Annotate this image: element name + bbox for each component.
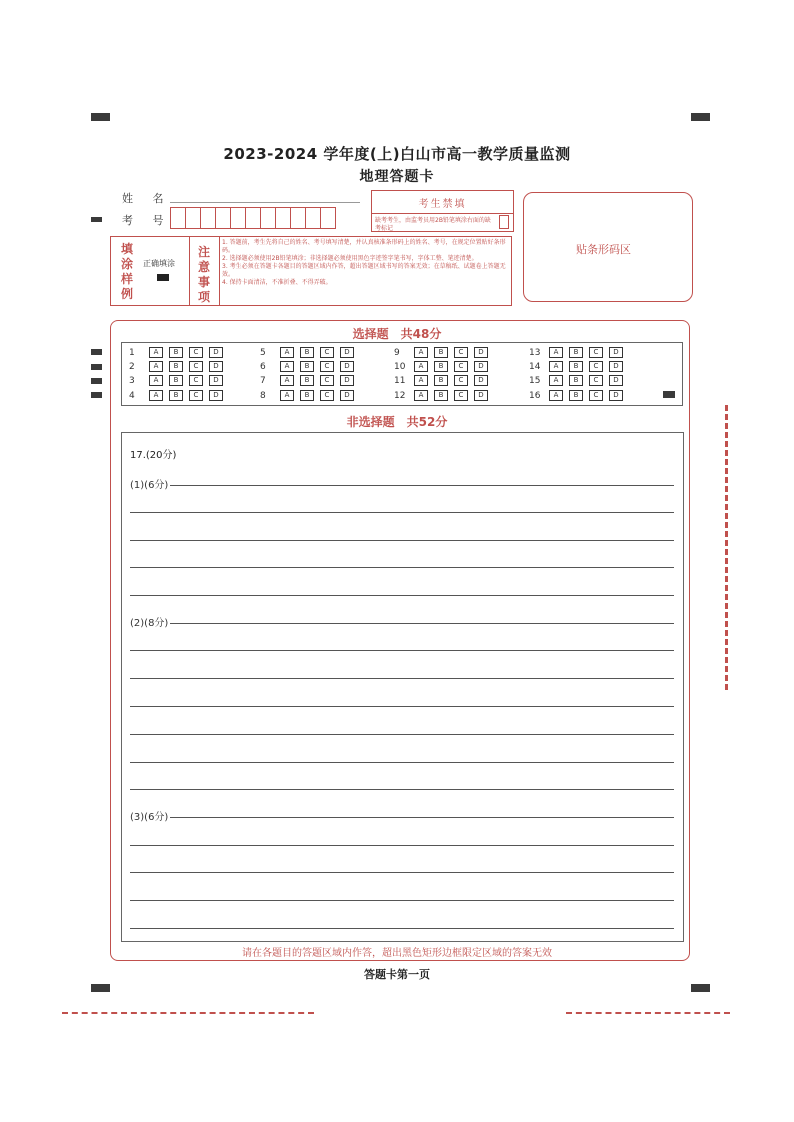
option-bubble[interactable]: B	[434, 347, 448, 358]
option-bubble[interactable]: A	[280, 347, 294, 358]
answer-line[interactable]	[130, 900, 674, 901]
answer-line[interactable]	[130, 485, 674, 486]
choice-question	[394, 347, 494, 359]
choice-question	[129, 347, 229, 359]
option-bubble[interactable]: B	[434, 361, 448, 372]
option-bubble[interactable]: D	[340, 390, 354, 401]
option-bubble[interactable]: C	[320, 390, 334, 401]
note-item: 2. 选择题必须使用2B铅笔填涂；非选择题必须使用黑色字迹签字笔书写，字体工整、笔迹清楚。	[222, 255, 478, 262]
id-digit-cell[interactable]	[185, 207, 201, 229]
question-number: 5	[260, 348, 266, 358]
answer-line[interactable]	[130, 817, 674, 818]
option-bubble[interactable]: D	[609, 347, 623, 358]
name-field[interactable]	[170, 202, 360, 203]
registration-mark-id	[91, 217, 102, 222]
option-bubble[interactable]: D	[340, 375, 354, 386]
question-number: 12	[394, 391, 406, 401]
cut-line-right	[725, 405, 728, 690]
id-digit-cell[interactable]	[320, 207, 336, 229]
option-bubble[interactable]: A	[414, 390, 428, 401]
option-bubble[interactable]: A	[549, 375, 563, 386]
question-number: 10	[394, 362, 406, 372]
option-bubble[interactable]: A	[549, 390, 563, 401]
option-bubble[interactable]: A	[149, 347, 163, 358]
question-number: 2	[129, 362, 135, 372]
question-number: 8	[260, 391, 266, 401]
question-number: 4	[129, 391, 135, 401]
option-bubble[interactable]: B	[569, 375, 583, 386]
option-bubble[interactable]: A	[149, 390, 163, 401]
option-bubble[interactable]: B	[169, 390, 183, 401]
option-bubble[interactable]: A	[280, 361, 294, 372]
correct-fill-sample	[157, 274, 169, 281]
option-bubble[interactable]: C	[189, 361, 203, 372]
footer-warning: 请在各题目的答题区域内作答，超出黑色矩形边框限定区域的答案无效	[242, 948, 552, 959]
option-bubble[interactable]: A	[149, 361, 163, 372]
option-bubble[interactable]: D	[209, 347, 223, 358]
answer-line[interactable]	[130, 567, 674, 568]
option-bubble[interactable]: A	[280, 375, 294, 386]
choice-question	[529, 390, 629, 402]
sample-label: 填涂样例	[120, 242, 133, 301]
answer-line[interactable]	[130, 650, 674, 651]
cut-line-bottom-right	[566, 1012, 730, 1014]
registration-mark-row3	[91, 378, 102, 384]
question-number: 14	[529, 362, 541, 372]
option-bubble[interactable]: B	[169, 347, 183, 358]
note-item: 1. 答题前，考生先将自己的姓名、考号填写清楚，并认真核准条形码上的姓名、考号，在规定位置贴好条形码。	[222, 239, 506, 254]
option-bubble[interactable]: C	[589, 390, 603, 401]
id-digit-cell[interactable]	[230, 207, 246, 229]
choice-question	[260, 390, 360, 402]
barcode-area	[523, 192, 693, 302]
choice-question	[394, 390, 494, 402]
option-bubble[interactable]: A	[549, 347, 563, 358]
answer-line[interactable]	[130, 540, 674, 541]
question-17-label: 17.(20分)	[130, 450, 177, 461]
registration-mark-top-left	[91, 113, 110, 121]
option-bubble[interactable]: A	[280, 390, 294, 401]
answer-line[interactable]	[130, 872, 674, 873]
option-bubble[interactable]: A	[414, 375, 428, 386]
question-number: 11	[394, 376, 406, 386]
id-digit-cell[interactable]	[260, 207, 276, 229]
option-bubble[interactable]: D	[609, 361, 623, 372]
id-digit-cell[interactable]	[170, 207, 186, 229]
option-bubble[interactable]: B	[434, 390, 448, 401]
option-bubble[interactable]: C	[589, 347, 603, 358]
registration-mark-row4	[91, 392, 102, 398]
question-number: 9	[394, 348, 400, 358]
choice-question	[129, 375, 229, 387]
option-bubble[interactable]: D	[209, 390, 223, 401]
option-bubble[interactable]: D	[474, 390, 488, 401]
registration-mark-top-right	[691, 113, 710, 121]
choice-question	[529, 375, 629, 387]
registration-mark-row2	[91, 364, 102, 370]
note-item: 3. 考生必须在答题卡各题目的答题区域内作答，超出答题区域书写的答案无效；在草稿纸、试题卷上答题无效。	[222, 263, 506, 278]
answer-line[interactable]	[130, 734, 674, 735]
registration-mark-row1	[91, 349, 102, 355]
option-bubble[interactable]: D	[209, 375, 223, 386]
id-label: 考 号	[122, 214, 172, 227]
choice-question	[260, 361, 360, 373]
option-bubble[interactable]: A	[414, 361, 428, 372]
id-digit-cell[interactable]	[305, 207, 321, 229]
id-cells[interactable]	[170, 207, 335, 229]
option-bubble[interactable]: B	[169, 361, 183, 372]
option-bubble[interactable]: C	[454, 347, 468, 358]
id-digit-cell[interactable]	[215, 207, 231, 229]
option-bubble[interactable]: C	[320, 375, 334, 386]
answer-line[interactable]	[130, 845, 674, 846]
exam-title: 2023-2024 学年度(上)白山市高一教学质量监测	[223, 145, 571, 163]
option-bubble[interactable]: B	[300, 390, 314, 401]
choice-question	[129, 361, 229, 373]
option-bubble[interactable]: D	[474, 347, 488, 358]
absent-mark-box	[371, 190, 514, 232]
registration-mark-bottom-left	[91, 984, 110, 992]
choice-question	[529, 361, 629, 373]
option-bubble[interactable]: C	[589, 375, 603, 386]
answer-line[interactable]	[130, 762, 674, 763]
option-bubble[interactable]: B	[300, 347, 314, 358]
question-number: 13	[529, 348, 541, 358]
answer-line[interactable]	[130, 706, 674, 707]
option-bubble[interactable]: D	[340, 347, 354, 358]
id-digit-cell[interactable]	[275, 207, 291, 229]
id-digit-cell[interactable]	[200, 207, 216, 229]
option-bubble[interactable]: D	[209, 361, 223, 372]
option-bubble[interactable]: B	[434, 375, 448, 386]
barcode-label: 贴条形码区	[576, 243, 631, 256]
correct-fill-label: 正确填涂	[143, 259, 175, 268]
option-bubble[interactable]: C	[189, 347, 203, 358]
option-bubble[interactable]: C	[454, 361, 468, 372]
option-bubble[interactable]: C	[320, 361, 334, 372]
answer-line[interactable]	[130, 928, 674, 929]
option-bubble[interactable]: C	[320, 347, 334, 358]
option-bubble[interactable]: B	[300, 361, 314, 372]
option-bubble[interactable]: D	[474, 361, 488, 372]
option-bubble[interactable]: C	[454, 390, 468, 401]
option-bubble[interactable]: B	[569, 390, 583, 401]
question-number: 3	[129, 376, 135, 386]
choice-question	[394, 375, 494, 387]
option-bubble[interactable]: A	[414, 347, 428, 358]
nonchoice-area	[121, 432, 684, 942]
answer-line[interactable]	[130, 678, 674, 679]
option-bubble[interactable]: D	[474, 375, 488, 386]
option-bubble[interactable]: C	[189, 375, 203, 386]
note-item: 4. 保持卡面清洁，不准折叠、不得弄破。	[222, 279, 332, 286]
option-bubble[interactable]: C	[454, 375, 468, 386]
absent-box-note: 缺考考生，由监考员用2B铅笔填涂右面的缺考标记	[375, 217, 491, 232]
id-digit-cell[interactable]	[290, 207, 306, 229]
card-subtitle: 地理答题卡	[359, 169, 435, 185]
absent-mark-cell[interactable]	[499, 215, 509, 229]
part-3-label: (3)(6分)	[130, 808, 170, 823]
registration-mark-bottom-right	[691, 984, 710, 992]
option-bubble[interactable]: B	[169, 375, 183, 386]
part-1-label: (1)(6分)	[130, 476, 170, 491]
notes-list	[222, 239, 510, 287]
name-label: 姓 名	[122, 192, 172, 205]
option-bubble[interactable]: A	[149, 375, 163, 386]
question-number: 6	[260, 362, 266, 372]
question-number: 7	[260, 376, 266, 386]
choice-question	[260, 347, 360, 359]
answer-line[interactable]	[130, 623, 674, 624]
option-bubble[interactable]: D	[609, 375, 623, 386]
page-label: 答题卡第一页	[364, 968, 430, 981]
part-2-label: (2)(8分)	[130, 614, 170, 629]
option-bubble[interactable]: B	[569, 361, 583, 372]
cut-line-bottom-left	[62, 1012, 314, 1014]
choice-question	[529, 347, 629, 359]
choice-question	[394, 361, 494, 373]
answer-line[interactable]	[130, 512, 674, 513]
option-bubble[interactable]: B	[300, 375, 314, 386]
notes-label: 注意事项	[197, 245, 210, 304]
option-bubble[interactable]: C	[589, 361, 603, 372]
question-number: 15	[529, 376, 541, 386]
option-bubble[interactable]: D	[340, 361, 354, 372]
question-number: 1	[129, 348, 135, 358]
choice-question	[260, 375, 360, 387]
option-bubble[interactable]: C	[189, 390, 203, 401]
choice-question	[129, 390, 229, 402]
option-bubble[interactable]: A	[549, 361, 563, 372]
choice-section-title: 选择题 共48分	[352, 327, 442, 341]
answer-line[interactable]	[130, 595, 674, 596]
id-digit-cell[interactable]	[245, 207, 261, 229]
option-bubble[interactable]: D	[609, 390, 623, 401]
question-number: 16	[529, 391, 541, 401]
answer-line[interactable]	[130, 789, 674, 790]
option-bubble[interactable]: B	[569, 347, 583, 358]
absent-box-title: 考生禁填	[418, 199, 467, 210]
nonchoice-section-title: 非选择题 共52分	[346, 415, 448, 429]
